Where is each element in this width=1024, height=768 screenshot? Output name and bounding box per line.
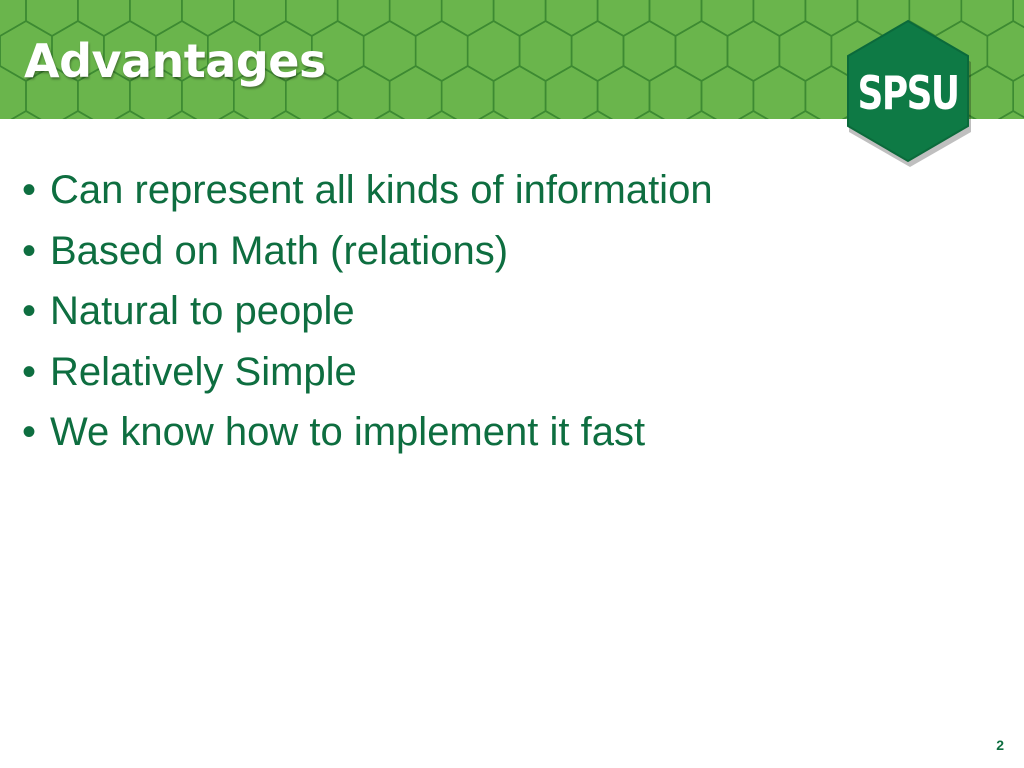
- spsu-logo: [838, 18, 978, 168]
- bullet-item: [22, 402, 713, 463]
- bullet-dot: •: [22, 168, 37, 212]
- bullet-text: We know how to implement it fast: [50, 410, 646, 454]
- slide-title: Advantages: [24, 34, 326, 88]
- page-number: 2: [996, 737, 1004, 753]
- bullet-dot: •: [22, 410, 37, 454]
- bullet-dot: •: [22, 349, 37, 394]
- bullet-list: [22, 160, 713, 463]
- bullet-text: Can represent all kinds of information: [50, 168, 713, 212]
- bullet-text: Natural to people: [50, 289, 355, 333]
- bullet-text: Relatively Simple: [50, 349, 357, 394]
- bullet-dot: •: [22, 289, 37, 333]
- bullet-item: [22, 281, 713, 342]
- bullet-dot: •: [22, 228, 37, 273]
- bullet-item: [22, 160, 713, 221]
- bullet-item: [22, 221, 713, 282]
- bullet-item: [22, 342, 713, 403]
- bullet-text: Based on Math (relations): [50, 228, 509, 273]
- logo-text: SPSU: [857, 66, 959, 120]
